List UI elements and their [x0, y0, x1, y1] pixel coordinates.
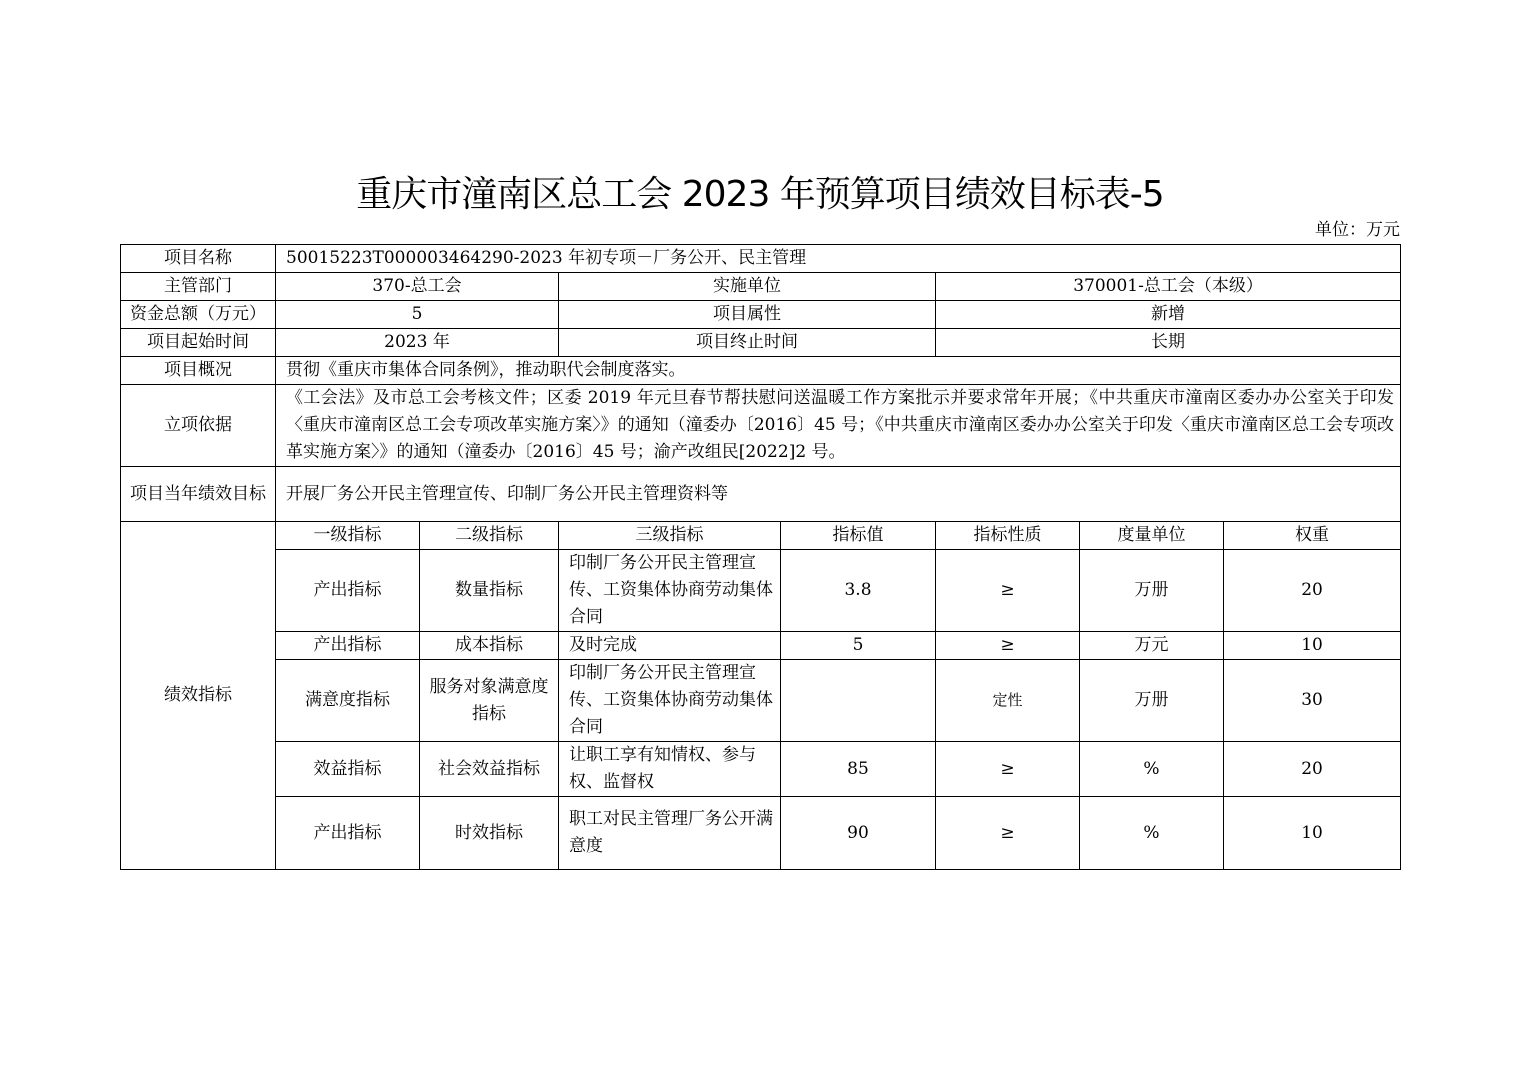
page-title: 重庆市潼南区总工会 2023 年预算项目绩效目标表-5	[356, 174, 1164, 215]
indicator-l3: 印制厂务公开民主管理宣传、工资集体协商劳动集体合同	[559, 660, 781, 742]
header-l3: 三级指标	[559, 522, 781, 550]
indicator-value: 85	[781, 742, 936, 797]
impl-value: 370001-总工会（本级）	[936, 273, 1401, 301]
header-nature: 指标性质	[936, 522, 1080, 550]
attr-value: 新增	[936, 301, 1401, 329]
row-basis	[121, 385, 1401, 467]
table-row	[121, 742, 1401, 797]
goal-value: 开展厂务公开民主管理宣传、印制厂务公开民主管理资料等	[276, 467, 1401, 522]
fund-label: 资金总额（万元）	[121, 301, 276, 329]
start-label: 项目起始时间	[121, 329, 276, 357]
indicator-value	[781, 660, 936, 742]
header-l2: 二级指标	[420, 522, 559, 550]
indicator-unit: 万元	[1080, 632, 1224, 660]
indicator-weight: 20	[1224, 742, 1401, 797]
project-name-value: 50015223T000003464290-2023 年初专项－厂务公开、民主管理	[276, 245, 1401, 273]
impl-label: 实施单位	[559, 273, 936, 301]
indicator-weight: 10	[1224, 797, 1401, 870]
indicator-unit: 万册	[1080, 550, 1224, 632]
end-value: 长期	[936, 329, 1401, 357]
indicator-l3: 职工对民主管理厂务公开满意度	[559, 797, 781, 870]
indicator-l2: 服务对象满意度指标	[420, 660, 559, 742]
row-overview	[121, 357, 1401, 385]
header-unit: 度量单位	[1080, 522, 1224, 550]
basis-value: 《工会法》及市总工会考核文件；区委 2019 年元旦春节帮扶慰问送温暖工作方案批示并要求常年开展；《中共重庆市潼南区委办办公室关于印发〈重庆市潼南区总工会专项改革实施方案〉》的通知（潼委办〔2016〕45 号；《中共重庆市潼南区委办办公室关于印发〈重庆市潼南区总工会专项改革实施方案〉》的通知（潼委办〔2016〕45 号；渝产改组民[2022]2 号。	[276, 385, 1401, 467]
table-row	[121, 632, 1401, 660]
indicator-weight: 20	[1224, 550, 1401, 632]
start-value: 2023 年	[276, 329, 559, 357]
indicator-l3: 及时完成	[559, 632, 781, 660]
indicator-nature: 定性	[936, 660, 1080, 742]
table-row	[121, 660, 1401, 742]
fund-value: 5	[276, 301, 559, 329]
indicator-nature: ≥	[936, 632, 1080, 660]
goal-label: 项目当年绩效目标	[121, 467, 276, 522]
indicator-l1: 产出指标	[276, 797, 420, 870]
indicator-unit: 万册	[1080, 660, 1224, 742]
project-name-label: 项目名称	[121, 245, 276, 273]
basis-label: 立项依据	[121, 385, 276, 467]
indicator-unit: %	[1080, 797, 1224, 870]
dept-value: 370-总工会	[276, 273, 559, 301]
header-value: 指标值	[781, 522, 936, 550]
indicator-l1: 效益指标	[276, 742, 420, 797]
row-time	[121, 329, 1401, 357]
row-goal	[121, 467, 1401, 522]
indicator-l3: 印制厂务公开民主管理宣传、工资集体协商劳动集体合同	[559, 550, 781, 632]
indicator-l1: 满意度指标	[276, 660, 420, 742]
indicator-nature: ≥	[936, 550, 1080, 632]
overview-label: 项目概况	[121, 357, 276, 385]
table-row	[121, 797, 1401, 870]
header-l1: 一级指标	[276, 522, 420, 550]
indicator-weight: 30	[1224, 660, 1401, 742]
indicator-header-row	[121, 522, 1401, 550]
performance-table	[120, 244, 1401, 870]
dept-label: 主管部门	[121, 273, 276, 301]
indicator-l1: 产出指标	[276, 632, 420, 660]
indicator-l2: 成本指标	[420, 632, 559, 660]
indicator-value: 3.8	[781, 550, 936, 632]
row-project-name	[121, 245, 1401, 273]
indicator-unit: %	[1080, 742, 1224, 797]
unit-label: 单位：万元	[1315, 220, 1400, 240]
perf-label: 绩效指标	[121, 522, 276, 870]
indicator-l1: 产出指标	[276, 550, 420, 632]
indicator-value: 90	[781, 797, 936, 870]
header-weight: 权重	[1224, 522, 1401, 550]
attr-label: 项目属性	[559, 301, 936, 329]
indicator-l2: 社会效益指标	[420, 742, 559, 797]
table-row	[121, 550, 1401, 632]
indicator-l2: 时效指标	[420, 797, 559, 870]
end-label: 项目终止时间	[559, 329, 936, 357]
indicator-l3: 让职工享有知情权、参与权、监督权	[559, 742, 781, 797]
indicator-value: 5	[781, 632, 936, 660]
indicator-l2: 数量指标	[420, 550, 559, 632]
indicator-nature: ≥	[936, 742, 1080, 797]
indicator-weight: 10	[1224, 632, 1401, 660]
row-department	[121, 273, 1401, 301]
overview-value: 贯彻《重庆市集体合同条例》，推动职代会制度落实。	[276, 357, 1401, 385]
indicator-nature: ≥	[936, 797, 1080, 870]
row-fund	[121, 301, 1401, 329]
